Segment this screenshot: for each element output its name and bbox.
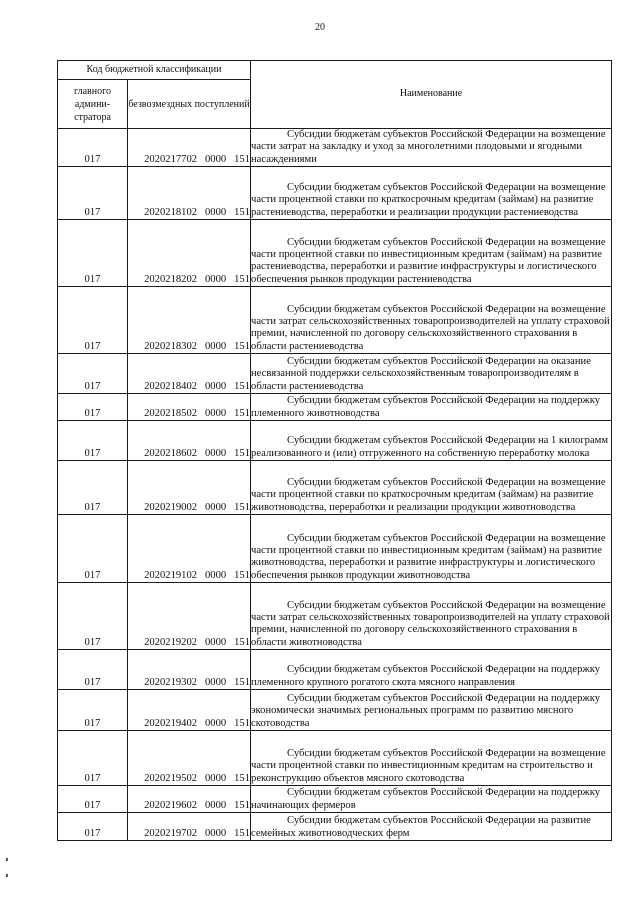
name-cell (251, 220, 612, 287)
budget-code-cell: 2020219202 0000 151 (128, 583, 251, 650)
name-text: Субсидии бюджетам субъектов Российской Федерации на поддержку экономически значимых региональных программ по развитию мясного скотоводства (251, 693, 601, 729)
name-cell (251, 690, 612, 731)
name-cell (251, 731, 612, 786)
header-name: Наименование (251, 61, 612, 129)
name-cell (251, 167, 612, 220)
table-row (58, 354, 612, 394)
admin-code-cell: 017 (58, 786, 128, 813)
name-text: Субсидии бюджетам субъектов Российской Федерации на возмещение части процентной ставки по краткосрочным кредитам (займам) на развитие животноводства, переработки и реализации продукции животноводства (251, 477, 606, 513)
admin-code-cell: 017 (58, 354, 128, 394)
name-text: Субсидии бюджетам субъектов Российской Федерации на оказание несвязанной поддержки сельскохозяйственным товаропроизводителям в области растениеводства (251, 356, 591, 392)
name-text: Субсидии бюджетам субъектов Российской Федерации на поддержку племенного животноводства (251, 395, 601, 419)
admin-code-cell: 017 (58, 515, 128, 583)
table-row (58, 167, 612, 220)
table-row (58, 690, 612, 731)
admin-code-cell: 017 (58, 461, 128, 515)
budget-code-cell: 2020219602 0000 151 (128, 786, 251, 813)
table-row (58, 461, 612, 515)
budget-code-cell: 2020219702 0000 151 (128, 813, 251, 841)
admin-code-cell: 017 (58, 394, 128, 421)
name-cell (251, 129, 612, 167)
budget-code-cell: 2020219502 0000 151 (128, 731, 251, 786)
name-cell (251, 287, 612, 354)
table-row (58, 583, 612, 650)
margin-mark (6, 858, 8, 861)
name-text: Субсидии бюджетам субъектов Российской Федерации на поддержку племенного крупного рогатого скота мясного направления (251, 664, 601, 688)
name-text: Субсидии бюджетам субъектов Российской Федерации на возмещение части затрат сельскохозяйственных товаропроизводителей на уплату страховой премии, начисленной по договору сельскохозяйственного страхования в области животноводства (251, 599, 610, 648)
admin-code-cell: 017 (58, 813, 128, 841)
table-row (58, 129, 612, 167)
budget-code-cell: 2020217702 0000 151 (128, 129, 251, 167)
header-budget-classification: Код бюджетной классификации (58, 61, 251, 80)
table-body (58, 129, 612, 841)
budget-code-cell: 2020218502 0000 151 (128, 394, 251, 421)
admin-code-cell: 017 (58, 583, 128, 650)
table-row (58, 394, 612, 421)
admin-code-cell: 017 (58, 167, 128, 220)
name-text: Субсидии бюджетам субъектов Российской Федерации на возмещение части процентной ставки по инвестиционным кредитам (займам) на развитие животноводства, переработки и развитие инфраструктуры и логистического обеспечения рынков продукции животноводства (251, 532, 606, 581)
admin-code-cell: 017 (58, 220, 128, 287)
budget-code-cell: 2020219302 0000 151 (128, 650, 251, 690)
name-cell (251, 813, 612, 841)
budget-code-cell: 2020218602 0000 151 (128, 421, 251, 461)
admin-code-cell: 017 (58, 650, 128, 690)
table-row (58, 731, 612, 786)
name-cell (251, 461, 612, 515)
budget-code-cell: 2020219402 0000 151 (128, 690, 251, 731)
name-cell (251, 650, 612, 690)
name-text: Субсидии бюджетам субъектов Российской Федерации на развитие семейных животноводческих ферм (251, 815, 591, 839)
margin-mark (6, 874, 8, 877)
name-cell (251, 786, 612, 813)
name-text: Субсидии бюджетам субъектов Российской Федерации на возмещение части процентной ставки по инвестиционным кредитам на строительство и реконструкцию объектов мясного скотоводства (251, 748, 606, 784)
name-cell (251, 583, 612, 650)
name-cell (251, 515, 612, 583)
name-text: Субсидии бюджетам субъектов Российской Федерации на поддержку начинающих фермеров (251, 787, 601, 811)
budget-code-cell: 2020218102 0000 151 (128, 167, 251, 220)
budget-code-cell: 2020219002 0000 151 (128, 461, 251, 515)
admin-code-cell: 017 (58, 129, 128, 167)
table-row (58, 287, 612, 354)
admin-code-cell: 017 (58, 421, 128, 461)
table-row (58, 813, 612, 841)
header-main-administrator: главного админи-стратора (58, 80, 128, 129)
name-cell (251, 421, 612, 461)
table-row (58, 220, 612, 287)
name-text: Субсидии бюджетам субъектов Российской Федерации на возмещение части затрат на закладку и уход за многолетними плодовыми и ягодными насаждениями (251, 129, 606, 165)
name-text: Субсидии бюджетам субъектов Российской Федерации на возмещение части процентной ставки по инвестиционным кредитам (займам) на развитие растениеводства, переработки и развитие инфраструктуры и логистического обеспечения рынков продукции растениеводства (251, 236, 606, 285)
budget-code-cell: 2020218402 0000 151 (128, 354, 251, 394)
name-cell (251, 394, 612, 421)
table-row (58, 786, 612, 813)
admin-code-cell: 017 (58, 287, 128, 354)
name-text: Субсидии бюджетам субъектов Российской Федерации на возмещение части процентной ставки по краткосрочным кредитам (займам) на развитие растениеводства, переработки и реализации продукции растениеводства (251, 182, 606, 218)
budget-code-cell: 2020218202 0000 151 (128, 220, 251, 287)
budget-code-cell: 2020218302 0000 151 (128, 287, 251, 354)
page-number: 20 (315, 22, 325, 33)
admin-code-cell: 017 (58, 731, 128, 786)
budget-code-cell: 2020219102 0000 151 (128, 515, 251, 583)
header-gratuitous-receipts: безвозмездных поступлений (128, 80, 251, 129)
table-row (58, 650, 612, 690)
name-text: Субсидии бюджетам субъектов Российской Федерации на возмещение части затрат сельскохозяйственных товаропроизводителей на уплату страховой премии, начисленной по договору сельскохозяйственного страхования в области растениеводства (251, 303, 610, 352)
table-row (58, 421, 612, 461)
name-text: Субсидии бюджетам субъектов Российской Федерации на 1 килограмм реализованного и (или) отгруженного на собственную переработку молока (251, 435, 609, 459)
name-cell (251, 354, 612, 394)
table-row (58, 515, 612, 583)
admin-code-cell: 017 (58, 690, 128, 731)
budget-classification-table (57, 60, 612, 841)
